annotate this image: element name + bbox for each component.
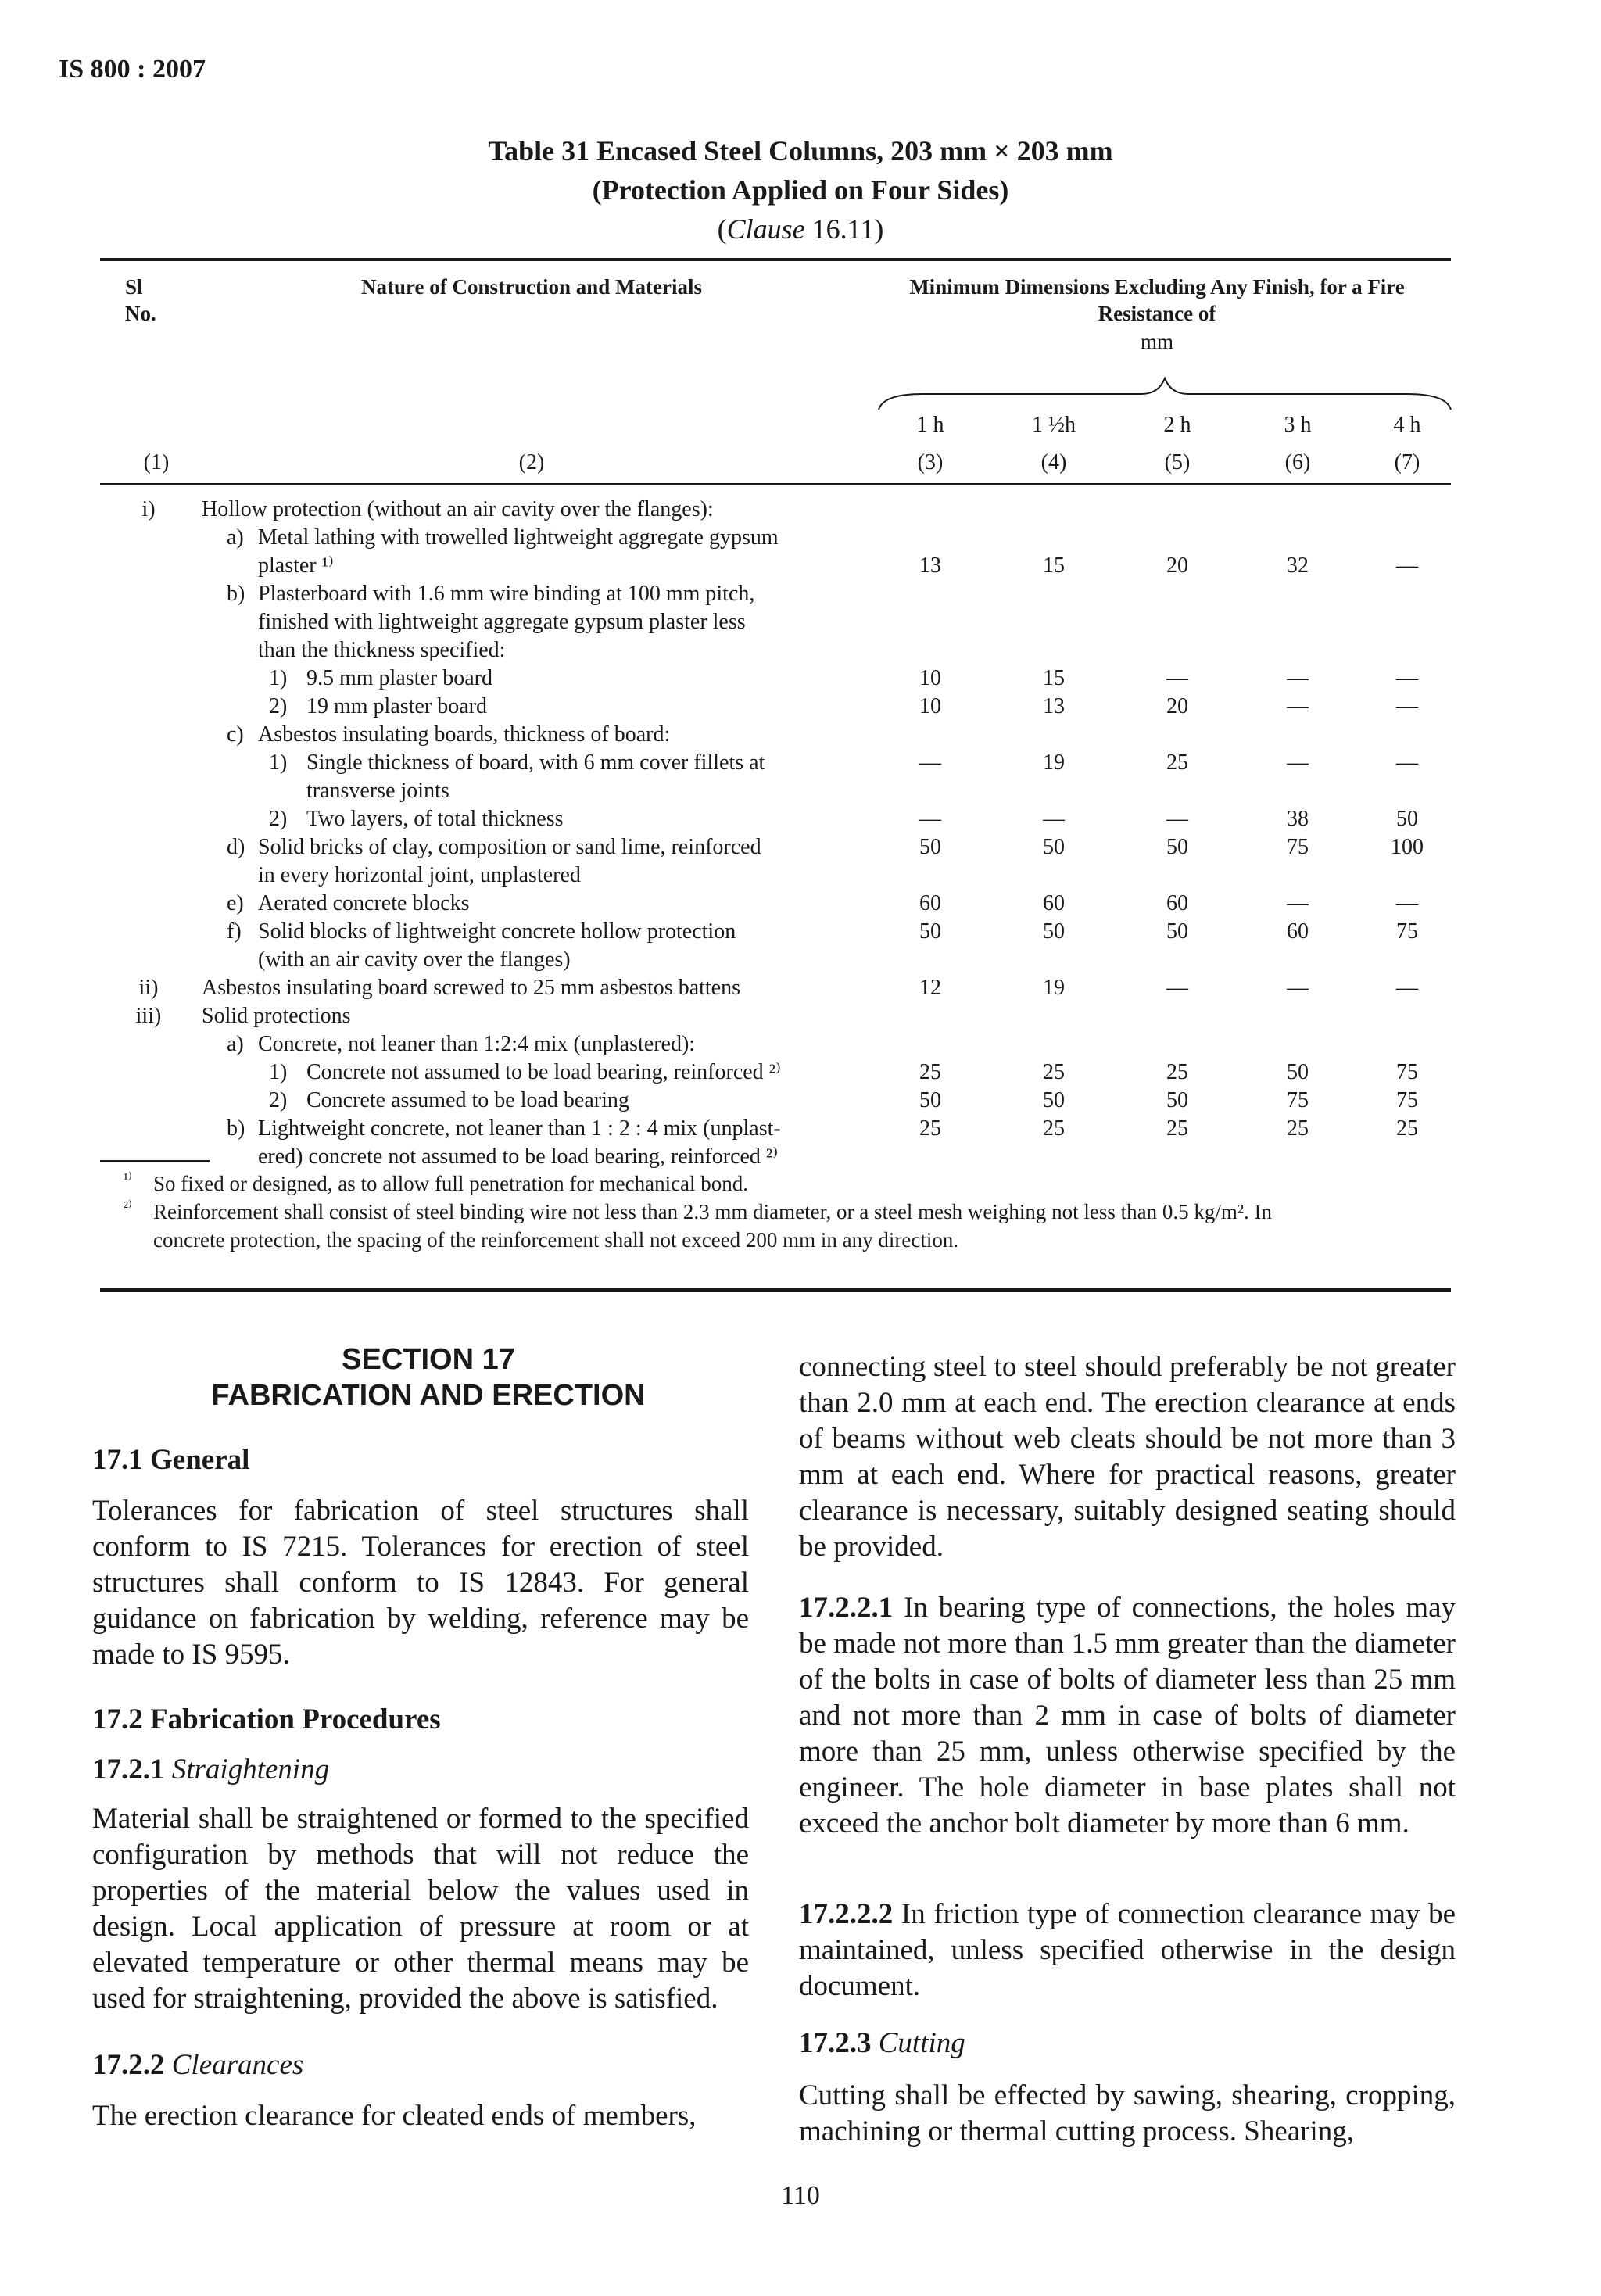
row-text: Lightweight concrete, not leaner than 1 : 2 : 4 mix (unplast- bbox=[258, 1116, 781, 1141]
duration-header: 4 h bbox=[1393, 413, 1421, 437]
para-17-2-2-2 bbox=[799, 1897, 1456, 2004]
heading-17-2: 17.2 Fabrication Procedures bbox=[92, 1703, 441, 1735]
row-value: 50 bbox=[1166, 919, 1188, 944]
row-value: — bbox=[1166, 976, 1188, 1000]
table-row bbox=[0, 664, 1601, 693]
clause-number: 16.11 bbox=[811, 213, 875, 245]
row-value: 25 bbox=[1287, 1116, 1309, 1141]
row-text: (with an air cavity over the flanges) bbox=[258, 947, 571, 972]
column-number: (2) bbox=[518, 450, 545, 475]
row-text: ered) concrete not assumed to be load bearing, reinforced ²⁾ bbox=[258, 1144, 779, 1169]
row-value: 13 bbox=[919, 553, 941, 578]
row-value: 19 bbox=[1043, 976, 1065, 1000]
section-title: FABRICATION AND ERECTION bbox=[211, 1379, 646, 1412]
row-text: in every horizontal joint, unplastered bbox=[258, 863, 581, 887]
table-subtitle: (Protection Applied on Four Sides) bbox=[592, 174, 1009, 206]
table-row bbox=[0, 890, 1601, 918]
row-text: 9.5 mm plaster board bbox=[306, 666, 492, 690]
table-row bbox=[0, 1143, 1601, 1171]
row-value: 25 bbox=[1166, 750, 1188, 775]
table-row bbox=[0, 1058, 1601, 1087]
table-row bbox=[0, 1030, 1601, 1058]
footnote-line: concrete protection, the spacing of the reinforcement shall not exceed 200 mm in any direction. bbox=[153, 1228, 959, 1252]
table-row bbox=[0, 1115, 1601, 1143]
row-value: 25 bbox=[1166, 1116, 1188, 1141]
para-17-2-2-2-text: In friction type of connection clearance may be maintained, unless specified otherwise in the design document. bbox=[799, 1898, 1456, 2002]
row-value: 25 bbox=[1043, 1060, 1065, 1084]
duration-header: 3 h bbox=[1284, 413, 1312, 437]
row-value: 60 bbox=[1287, 919, 1309, 944]
row-value: 25 bbox=[1166, 1060, 1188, 1084]
row-value: 25 bbox=[919, 1060, 941, 1084]
para-17-2-1: Material shall be straightened or formed to the specified configuration by methods that will not reduce the properties of the material below the values used in design. Local application of pressure at room or at elevated temperature or other thermal means may be used for straightening, provided the above is satisfied. bbox=[92, 1803, 749, 2015]
row-value: 60 bbox=[1166, 891, 1188, 915]
row-number: 2) bbox=[269, 807, 288, 831]
header-nature: Nature of Construction and Materials bbox=[361, 275, 702, 299]
table-row bbox=[0, 918, 1601, 946]
row-value: 60 bbox=[1043, 891, 1065, 915]
heading-17-2-1 bbox=[92, 1753, 749, 1786]
table-row bbox=[0, 580, 1601, 608]
table-row bbox=[0, 974, 1601, 1002]
heading-17-2-2-2-number: 17.2.2.2 bbox=[799, 1898, 894, 1930]
heading-17-2-2-number: 17.2.2 bbox=[92, 2049, 165, 2081]
row-subindex: f) bbox=[227, 919, 242, 944]
para-17-2-3: Cutting shall be effected by sawing, shearing, cropping, machining or thermal cutting process. Shearing, bbox=[799, 2079, 1456, 2147]
row-value: 25 bbox=[1043, 1116, 1065, 1141]
row-value: — bbox=[1396, 666, 1418, 690]
column-number: (6) bbox=[1284, 450, 1311, 475]
header-sl-no: Sl No. bbox=[125, 275, 156, 325]
row-value: 20 bbox=[1166, 553, 1188, 578]
column-number: (4) bbox=[1040, 450, 1067, 475]
row-value: — bbox=[1287, 666, 1309, 690]
row-value: 50 bbox=[919, 835, 941, 859]
row-value: 50 bbox=[919, 919, 941, 944]
running-head: IS 800 : 2007 bbox=[59, 55, 206, 84]
column-number: (1) bbox=[143, 450, 170, 475]
header-unit: mm bbox=[1140, 330, 1173, 353]
table-row bbox=[0, 861, 1601, 890]
row-subindex: d) bbox=[227, 835, 245, 859]
row-value: 10 bbox=[919, 666, 941, 690]
row-text: finished with lightweight aggregate gypsum plaster less bbox=[258, 610, 746, 634]
table-row bbox=[0, 636, 1601, 664]
row-value: 10 bbox=[919, 694, 941, 718]
row-value: — bbox=[1166, 666, 1188, 690]
row-subindex: c) bbox=[227, 722, 244, 747]
column-number: (3) bbox=[917, 450, 944, 475]
row-subindex: a) bbox=[227, 1032, 244, 1056]
table-row bbox=[0, 496, 1601, 524]
table-title: Table 31 Encased Steel Columns, 203 mm × 203 mm bbox=[488, 135, 1113, 167]
row-value: — bbox=[1287, 694, 1309, 718]
row-text: than the thickness specified: bbox=[258, 638, 506, 662]
table-row bbox=[0, 805, 1601, 833]
footnote-rule bbox=[100, 1160, 210, 1162]
row-text: Solid bricks of clay, composition or sand lime, reinforced bbox=[258, 835, 761, 859]
row-value: — bbox=[1287, 891, 1309, 915]
row-value: 19 bbox=[1043, 750, 1065, 775]
table-row bbox=[0, 524, 1601, 552]
table-header-rule bbox=[100, 483, 1451, 485]
row-text: transverse joints bbox=[306, 779, 449, 803]
row-value: — bbox=[1287, 750, 1309, 775]
heading-17-2-2-1-number: 17.2.2.1 bbox=[799, 1592, 894, 1624]
para-17-2-2-1 bbox=[799, 1590, 1456, 1842]
section-number: SECTION 17 bbox=[342, 1343, 515, 1376]
row-text: plaster ¹⁾ bbox=[258, 553, 334, 578]
row-number: 2) bbox=[269, 694, 288, 718]
para-17-2-2-1-text: In bearing type of connections, the holes may be made not more than 1.5 mm greater than the diameter of the bolts in case of bolts of diameter less than 25 mm and not more than 2 mm in case of bolts of diameter more than 25 mm, unless otherwise specified by the engineer. The hole diameter in base plates shall not exceed the anchor bolt diameter by more than 6 mm. bbox=[799, 1592, 1456, 1839]
brace-icon bbox=[876, 374, 1454, 413]
row-value: — bbox=[1166, 807, 1188, 831]
row-value: — bbox=[1396, 891, 1418, 915]
row-index: i) bbox=[141, 497, 156, 521]
heading-17-1: 17.1 General bbox=[92, 1444, 250, 1476]
row-value: 50 bbox=[1043, 919, 1065, 944]
row-value: 60 bbox=[919, 891, 941, 915]
row-value: 50 bbox=[1166, 835, 1188, 859]
table-row bbox=[0, 833, 1601, 861]
row-value: 50 bbox=[1043, 835, 1065, 859]
row-value: — bbox=[1396, 553, 1418, 578]
row-text: Asbestos insulating boards, thickness of board: bbox=[258, 722, 671, 747]
row-text: Concrete not assumed to be load bearing, reinforced ²⁾ bbox=[306, 1060, 781, 1084]
para-17-2-2: The erection clearance for cleated ends of members, bbox=[92, 2100, 697, 2132]
row-number: 1) bbox=[269, 1060, 288, 1084]
row-value: 25 bbox=[1396, 1116, 1418, 1141]
row-value: — bbox=[1396, 750, 1418, 775]
row-value: 75 bbox=[1396, 1060, 1418, 1084]
table-row bbox=[0, 552, 1601, 580]
row-value: 12 bbox=[919, 976, 941, 1000]
row-value: — bbox=[1287, 976, 1309, 1000]
heading-17-2-1-number: 17.2.1 bbox=[92, 1753, 165, 1786]
row-value: 75 bbox=[1287, 835, 1309, 859]
row-value: 20 bbox=[1166, 694, 1188, 718]
table-bottom-rule bbox=[100, 1288, 1451, 1292]
row-text: Two layers, of total thickness bbox=[306, 807, 564, 831]
row-number: 2) bbox=[269, 1088, 288, 1112]
row-text: Concrete, not leaner than 1:2:4 mix (unplastered): bbox=[258, 1032, 696, 1056]
row-number: 1) bbox=[269, 750, 288, 775]
heading-17-2-3-number: 17.2.3 bbox=[799, 2027, 872, 2059]
row-text: Plasterboard with 1.6 mm wire binding at 100 mm pitch, bbox=[258, 582, 755, 606]
row-value: 25 bbox=[919, 1116, 941, 1141]
table-row bbox=[0, 721, 1601, 749]
duration-header: 1 ½h bbox=[1032, 413, 1076, 437]
row-value: 13 bbox=[1043, 694, 1065, 718]
column-number: (5) bbox=[1164, 450, 1191, 475]
row-text: Metal lathing with trowelled lightweight aggregate gypsum bbox=[258, 525, 779, 550]
row-value: 15 bbox=[1043, 553, 1065, 578]
row-value: 15 bbox=[1043, 666, 1065, 690]
heading-17-2-2 bbox=[92, 2048, 749, 2082]
duration-header: 1 h bbox=[916, 413, 944, 437]
clause-label: Clause bbox=[726, 213, 805, 245]
table-clause: (Clause 16.11) bbox=[717, 213, 884, 245]
row-text: Solid protections bbox=[202, 1004, 351, 1028]
table-row bbox=[0, 693, 1601, 721]
row-value: 75 bbox=[1396, 919, 1418, 944]
row-value: 75 bbox=[1287, 1088, 1309, 1112]
row-number: 1) bbox=[269, 666, 288, 690]
row-value: 50 bbox=[1287, 1060, 1309, 1084]
row-value: — bbox=[1043, 807, 1065, 831]
table-row bbox=[0, 749, 1601, 777]
row-text: Asbestos insulating board screwed to 25 mm asbestos battens bbox=[202, 976, 741, 1000]
row-index: iii) bbox=[135, 1004, 162, 1028]
row-value: — bbox=[919, 807, 941, 831]
table-row bbox=[0, 608, 1601, 636]
row-text: Hollow protection (without an air cavity over the flanges): bbox=[202, 497, 714, 521]
row-value: — bbox=[1396, 694, 1418, 718]
row-subindex: b) bbox=[227, 582, 245, 606]
table-caption bbox=[0, 131, 1601, 249]
row-text: Solid blocks of lightweight concrete hollow protection bbox=[258, 919, 736, 944]
row-value: 50 bbox=[1166, 1088, 1188, 1112]
row-subindex: b) bbox=[227, 1116, 245, 1141]
row-value: — bbox=[1396, 976, 1418, 1000]
table-row bbox=[0, 1002, 1601, 1030]
table-top-rule bbox=[100, 258, 1451, 261]
footnote-mark: ¹⁾ bbox=[124, 1170, 132, 1187]
row-value: 50 bbox=[1043, 1088, 1065, 1112]
table-row bbox=[0, 1087, 1601, 1115]
header-minimum: Minimum Dimensions Excluding Any Finish, for a Fire Resistance of bbox=[909, 275, 1405, 325]
row-text: Aerated concrete blocks bbox=[258, 891, 470, 915]
table-row bbox=[0, 777, 1601, 805]
section-heading bbox=[100, 1341, 757, 1413]
duration-header: 2 h bbox=[1163, 413, 1191, 437]
para-17-1: Tolerances for fabrication of steel structures shall conform to IS 7215. Tolerances for erection of steel structures shall conform to IS 12843. For general guidance on fabrication by welding, reference may be made to IS 9595. bbox=[92, 1495, 749, 1671]
column-number: (7) bbox=[1394, 450, 1420, 475]
row-text: Single thickness of board, with 6 mm cover fillets at bbox=[306, 750, 765, 775]
heading-17-2-3-title: Cutting bbox=[878, 2027, 965, 2059]
page-number: 110 bbox=[781, 2181, 820, 2210]
row-subindex: a) bbox=[227, 525, 244, 550]
row-text: Concrete assumed to be load bearing bbox=[306, 1088, 629, 1112]
footnote-mark: ²⁾ bbox=[124, 1198, 132, 1216]
row-index: ii) bbox=[138, 976, 159, 1000]
row-value: 100 bbox=[1391, 835, 1424, 859]
footnote-line: So fixed or designed, as to allow full penetration for mechanical bond. bbox=[153, 1172, 749, 1195]
row-value: 50 bbox=[919, 1088, 941, 1112]
row-value: — bbox=[919, 750, 941, 775]
row-value: 75 bbox=[1396, 1088, 1418, 1112]
row-subindex: e) bbox=[227, 891, 244, 915]
footnote-line: Reinforcement shall consist of steel binding wire not less than 2.3 mm diameter, or a steel mesh weighing not less than 0.5 kg/m². In bbox=[153, 1200, 1272, 1223]
heading-17-2-3 bbox=[799, 2026, 1456, 2060]
row-value: 32 bbox=[1287, 553, 1309, 578]
row-value: 50 bbox=[1396, 807, 1418, 831]
heading-17-2-1-title: Straightening bbox=[171, 1753, 330, 1786]
heading-17-2-2-title: Clearances bbox=[171, 2049, 304, 2081]
row-text: 19 mm plaster board bbox=[306, 694, 487, 718]
para-continuation: connecting steel to steel should preferably be not greater than 2.0 mm at each end. The erection clearance at ends of beams without web cleats should be not more than 3 mm at each end. Where for practical reasons, greater clearance is necessary, suitably designed seating should be provided. bbox=[799, 1351, 1456, 1563]
row-value: 38 bbox=[1287, 807, 1309, 831]
table-row bbox=[0, 946, 1601, 974]
